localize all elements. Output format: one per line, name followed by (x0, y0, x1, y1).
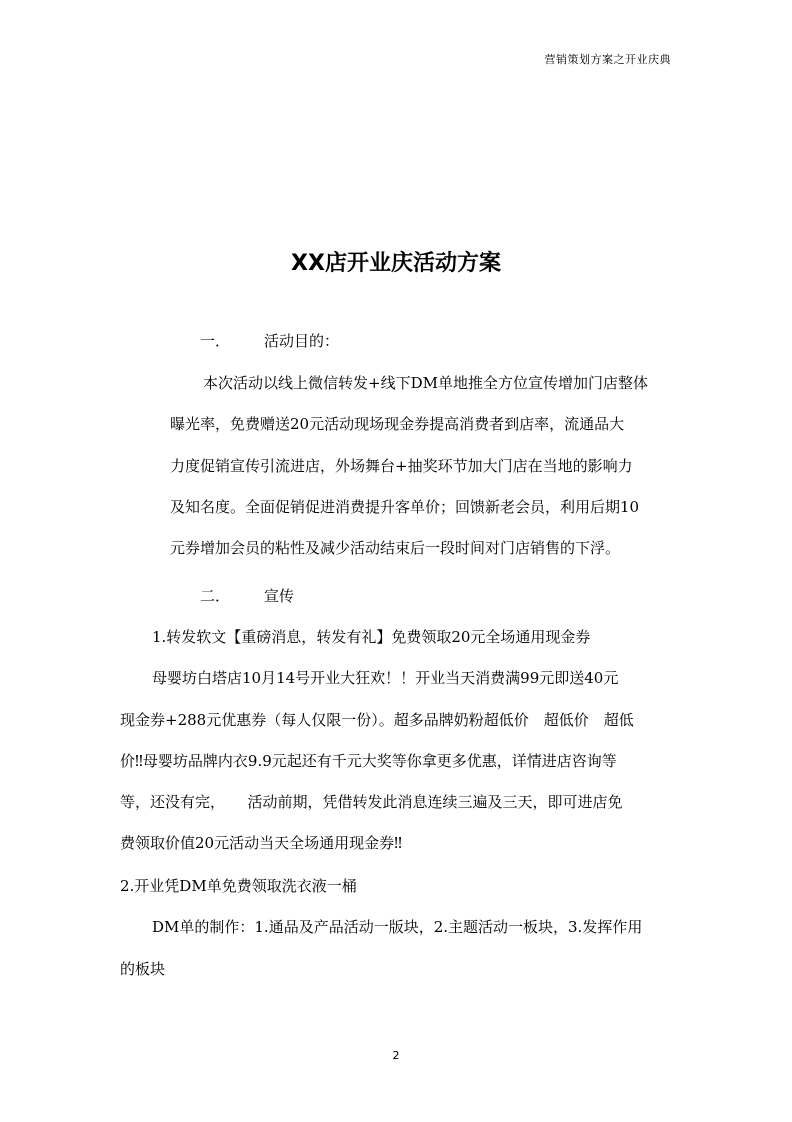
item-1-line-4: 等，还没有完， 活动前期，凭借转发此消息连续三遍及三天，即可进店免 (120, 793, 623, 811)
section-2-title: 宣传 (264, 587, 295, 605)
section-1-line-2: 曝光率，免费赠送20元活动现场现金券提高消费者到店率，流通品大 (170, 415, 625, 433)
running-header: 营销策划方案之开业庆典 (544, 53, 671, 66)
item-1-line-5: 费领取价值20元活动当天全场通用现金券‼ (120, 834, 402, 852)
section-1-line-1: 本次活动以线上微信转发+线下DM单地推全方位宣传增加门店整体 (203, 374, 648, 392)
item-1-line-2: 现金券+288元优惠券（每人仅限一份）。超多品牌奶粉超低价 超低价 超低 (120, 711, 634, 729)
section-2-heading (200, 585, 294, 606)
item-2-line-1: DM单的制作：1.通品及产品活动一版块，2.主题活动一板块，3.发挥作用 (152, 918, 643, 936)
item-1-line-3: 价‼母婴坊品牌内衣9.9元起还有千元大奖等你拿更多优惠，详情进店咨询等 (120, 752, 617, 770)
item-1-title: 1.转发软文【重磅消息，转发有礼】免费领取20元全场通用现金券 (152, 628, 591, 646)
section-1-line-5: 元券增加会员的粘性及减少活动结束后一段时间对门店销售的下浮。 (170, 539, 621, 557)
document-title: XX店开业庆活动方案 (291, 251, 501, 276)
item-1-line-1: 母婴坊白塔店10月14号开业大狂欢！！开业当天消费满99元即送40元 (152, 669, 619, 687)
item-2-title: 2.开业凭DM单免费领取洗衣液一桶 (120, 877, 357, 895)
section-1-title: 活动目的： (264, 332, 340, 350)
item-2-line-2: 的板块 (120, 960, 166, 978)
section-1-number: 一． (200, 332, 231, 350)
section-1-line-4: 及知名度。全面促销促进消费提升客单价；回馈新老会员，利用后期10 (170, 498, 640, 516)
section-1-line-3: 力度促销宣传引流进店，外场舞台+抽奖环节加大门店在当地的影响力 (170, 457, 633, 475)
section-2-number: 二． (200, 587, 231, 605)
section-1-heading (200, 330, 339, 351)
page-number: 2 (392, 1049, 400, 1062)
